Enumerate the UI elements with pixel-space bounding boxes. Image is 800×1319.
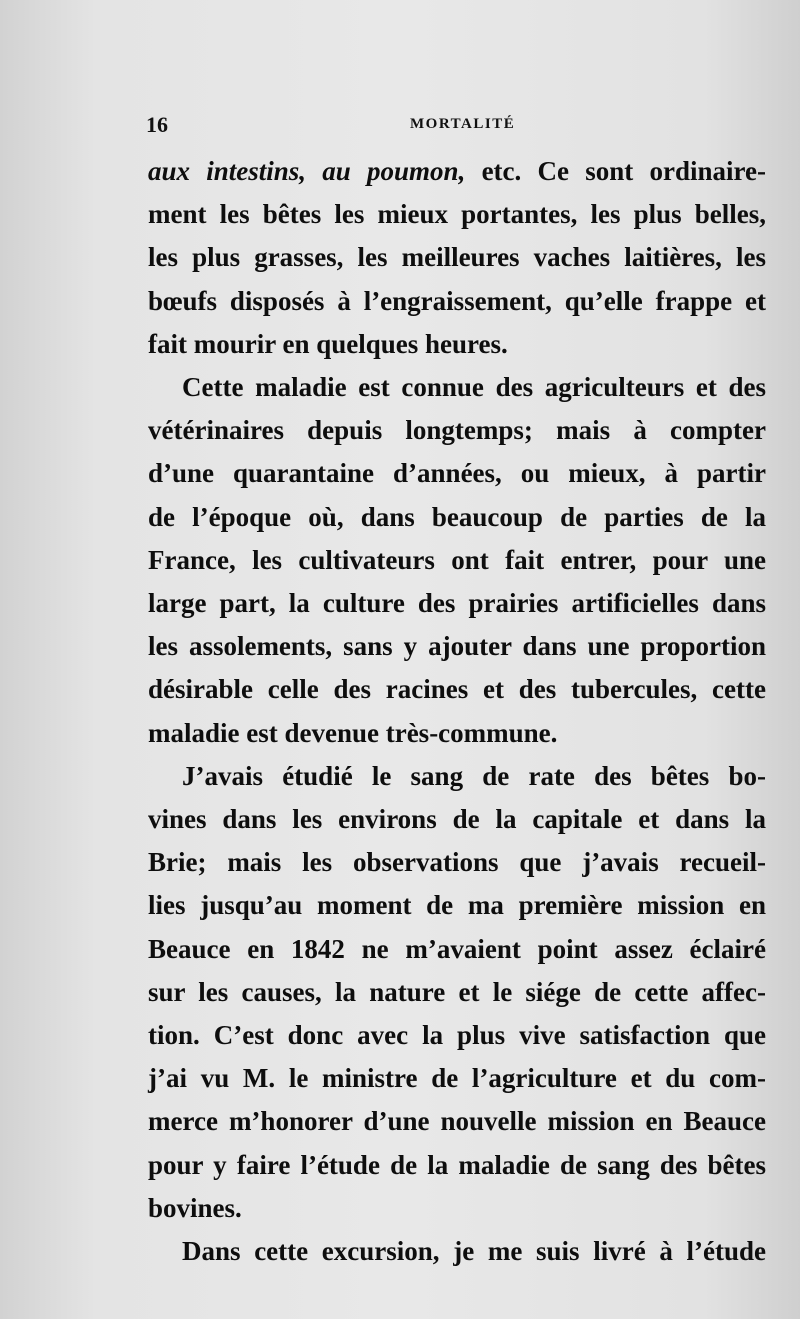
text-line: d’une quarantaine d’années, ou mieux, à partir [148,458,766,489]
text-line: sur les causes, la nature et le siége de cette affec- [148,976,766,1007]
text-line: les assolements, sans y ajouter dans une proportion [148,631,766,662]
running-head: MORTALITÉ [410,116,516,132]
page-header [146,112,756,142]
text-line: Cette maladie est connue des agriculteurs et des [182,372,766,403]
paragraph-4 [148,1230,766,1273]
text-line: lies jusqu’au moment de ma première mission en [148,890,766,921]
paragraph-3 [148,755,766,1230]
text-line: Beauce en 1842 ne m’avaient point assez éclairé [148,933,766,964]
page-number: 16 [146,112,168,137]
text-line: les plus grasses, les meilleures vaches laitières, les [148,242,766,273]
text-line: France, les cultivateurs ont fait entrer, pour une [148,544,766,575]
text-line: large part, la culture des prairies artificielles dans [148,588,766,619]
text-line: merce m’honorer d’une nouvelle mission en Beauce [148,1106,766,1137]
text-line: ment les bêtes les mieux portantes, les plus belles, [148,199,766,230]
body-text [148,150,766,1273]
text-line: Brie; mais les observations que j’avais recueil- [148,847,766,878]
text-line: j’ai vu M. le ministre de l’agriculture et du com- [148,1063,766,1094]
paragraph-2 [148,366,766,755]
text-line: pour y faire l’étude de la maladie de sang des bêtes [148,1149,766,1180]
text-line: Dans cette excursion, je me suis livré à l’étude [182,1236,766,1267]
text-line: aux intestins, au poumon, etc. Ce sont ordinaire- [148,156,766,186]
text-line: vétérinaires depuis longtemps; mais à compter [148,415,766,446]
text-line: bœufs disposés à l’engraissement, qu’elle frappe et [148,285,766,316]
paragraph-1 [148,150,766,366]
text-line: maladie est devenue très-commune. [148,717,558,748]
text-line: tion. C’est donc avec la plus vive satisfaction que [148,1020,766,1051]
text-line: désirable celle des racines et des tubercules, cette [148,674,766,705]
text-line: fait mourir en quelques heures. [148,328,508,359]
text-line: bovines. [148,1192,242,1223]
italic-phrase: aux intestins, au poumon, [148,156,466,186]
text-line: J’avais étudié le sang de rate des bêtes bo- [182,760,766,791]
text-line: de l’époque où, dans beaucoup de parties de la [148,501,766,532]
text-line: vines dans les environs de la capitale et dans la [148,804,766,835]
